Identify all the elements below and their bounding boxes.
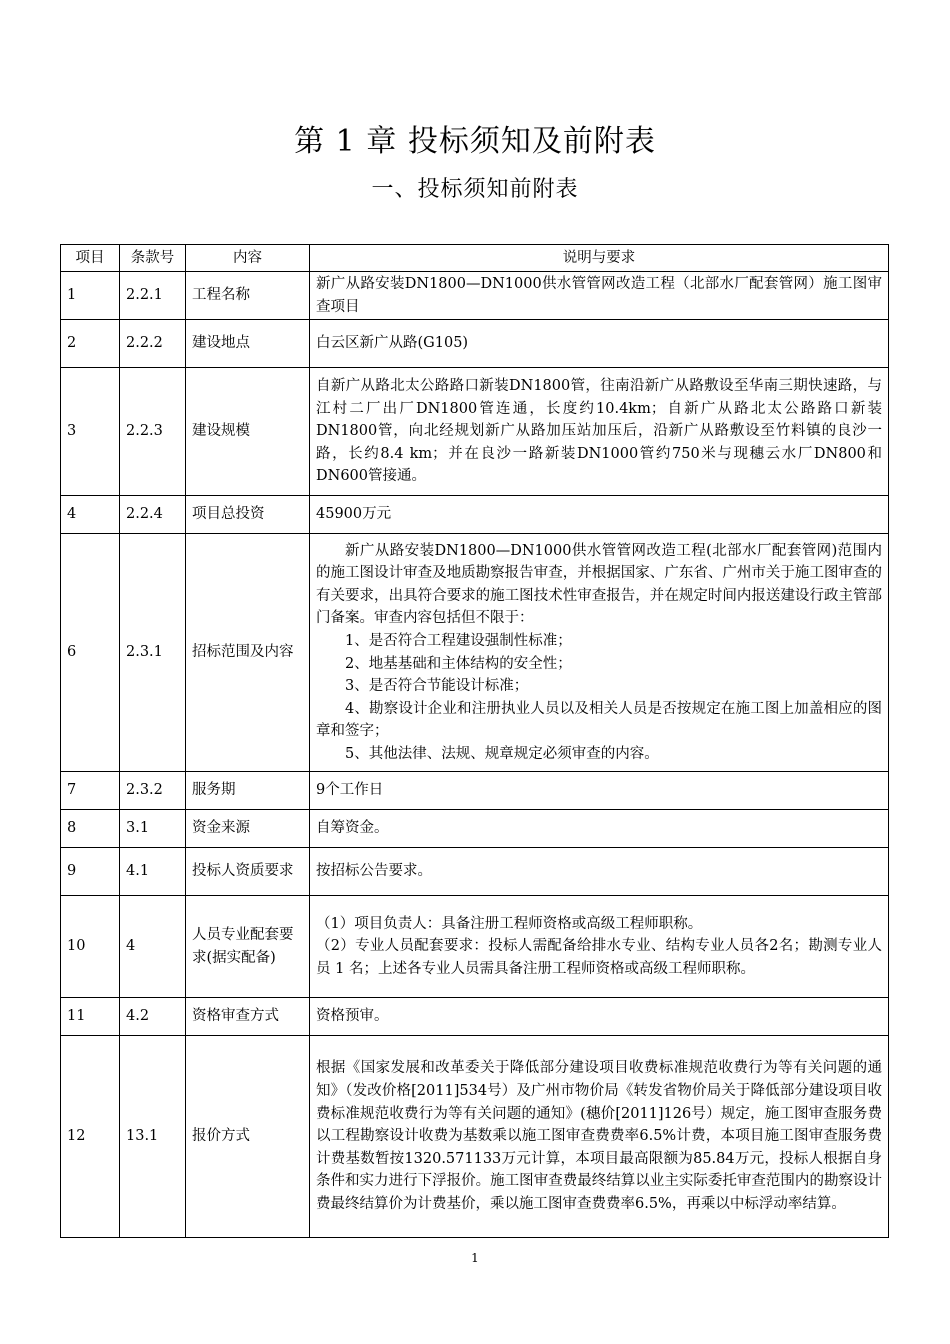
row-content: 资格预审。 <box>310 998 889 1036</box>
row-item: 报价方式 <box>186 1036 310 1238</box>
row-clause: 2.2.2 <box>120 320 186 368</box>
scope-intro: 新广从路安装DN1800—DN1000供水管管网改造工程(北部水厂配套管网)范围内的施工图设计审查及地质勘察报告审查，并根据国家、广东省、广州市关于施工图审查的有关要求，出具符合要求的施工图技术性审查报告，并在规定时间内报送建设行政主管部门备案。审查内容包括但不限于： <box>316 542 882 627</box>
header-content: 说明与要求 <box>310 245 889 272</box>
row-item: 招标范围及内容 <box>186 534 310 772</box>
row-item: 投标人资质要求 <box>186 848 310 896</box>
row-no: 1 <box>61 272 120 320</box>
row-item: 人员专业配套要求(据实配备) <box>186 896 310 998</box>
table-row <box>61 320 889 368</box>
row-no: 7 <box>61 772 120 810</box>
scope-item: 1、是否符合工程建设强制性标准； <box>345 632 572 649</box>
row-clause: 2.2.1 <box>120 272 186 320</box>
row-no: 9 <box>61 848 120 896</box>
row-content: 9个工作日 <box>310 772 889 810</box>
row-content <box>310 534 889 772</box>
row-content <box>310 896 889 998</box>
table-row <box>61 368 889 496</box>
row-item: 资格审查方式 <box>186 998 310 1036</box>
row-item: 建设地点 <box>186 320 310 368</box>
row-clause: 2.2.4 <box>120 496 186 534</box>
table-header-row <box>61 245 889 272</box>
header-no: 项目 <box>61 245 120 272</box>
table-row <box>61 772 889 810</box>
row-clause: 4 <box>120 896 186 998</box>
table-row <box>61 1036 889 1238</box>
scope-item: 3、是否符合节能设计标准； <box>345 678 529 695</box>
row-no: 10 <box>61 896 120 998</box>
header-clause: 条款号 <box>120 245 186 272</box>
scope-item: 5、其他法律、法规、规章规定必须审查的内容。 <box>345 745 659 762</box>
table-row <box>61 848 889 896</box>
table-row <box>61 534 889 772</box>
row-content: 45900万元 <box>310 496 889 534</box>
row-no: 8 <box>61 810 120 848</box>
row-clause: 3.1 <box>120 810 186 848</box>
row-no: 6 <box>61 534 120 772</box>
table-row <box>61 272 889 320</box>
section-title: 一、投标须知前附表 <box>371 177 579 202</box>
row-content: 自筹资金。 <box>310 810 889 848</box>
row-content: 根据《国家发展和改革委关于降低部分建设项目收费标准规范收费行为等有关问题的通知》（发改价格[2011]534号）及广州市物价局《转发省物价局关于降低部分建设项目收费标准规范收费行为等有关问题的通知》(穗价[2011]126号）规定，施工图审查服务费以工程勘察设计收费为基数乘以施工图审查费费率6.5%计费，本项目施工图审查服务费计费基数暂按1320.571133万元计算，本项目最高限额为85.84万元，投标人根据自身条件和实力进行下浮报价。施工图审查费最终结算以业主实际委托审查范围内的勘察设计费最终结算价为计费基价，乘以施工图审查费费率6.5%，再乘以中标浮动率结算。 <box>310 1036 889 1238</box>
staffing-item: （2）专业人员配套要求：投标人需配备给排水专业、结构专业人员各2名；勘测专业人员 1 名；上述各专业人员需具备注册工程师资格或高级工程师职称。 <box>316 938 882 977</box>
row-no: 11 <box>61 998 120 1036</box>
row-item: 服务期 <box>186 772 310 810</box>
row-item: 资金来源 <box>186 810 310 848</box>
row-clause: 4.2 <box>120 998 186 1036</box>
row-item: 建设规模 <box>186 368 310 496</box>
row-clause: 2.3.1 <box>120 534 186 772</box>
scope-item: 2、地基基础和主体结构的安全性； <box>345 655 572 672</box>
row-no: 2 <box>61 320 120 368</box>
table-row <box>61 896 889 998</box>
row-content: 白云区新广从路(G105) <box>310 320 889 368</box>
row-clause: 4.1 <box>120 848 186 896</box>
row-no: 12 <box>61 1036 120 1238</box>
row-clause: 13.1 <box>120 1036 186 1238</box>
row-item: 工程名称 <box>186 272 310 320</box>
scope-item: 4、勘察设计企业和注册执业人员以及相关人员是否按规定在施工图上加盖相应的图章和签字； <box>316 700 882 740</box>
staffing-item: （1）项目负责人：具备注册工程师资格或高级工程师职称。 <box>316 915 703 932</box>
row-no: 3 <box>61 368 120 496</box>
row-no: 4 <box>61 496 120 534</box>
row-content: 按招标公告要求。 <box>310 848 889 896</box>
chapter-title: 第 1 章 投标须知及前附表 <box>294 124 656 159</box>
table-row <box>61 998 889 1036</box>
row-clause: 2.3.2 <box>120 772 186 810</box>
table-row <box>61 810 889 848</box>
table-row <box>61 496 889 534</box>
row-content: 自新广从路北太公路路口新装DN1800管，往南沿新广从路敷设至华南三期快速路，与江村二厂出厂DN1800管连通，长度约10.4km；自新广从路北太公路路口新装DN1800管，向北经规划新广从路加压站加压后，沿新广从路敷设至竹料镇的良沙一路，长约8.4 km；并在良沙一路新装DN1000管约750米与现穗云水厂DN800和DN600管接通。 <box>310 368 889 496</box>
page-number: 1 <box>471 1251 479 1265</box>
bid-front-table <box>60 244 889 1238</box>
header-item: 内容 <box>186 245 310 272</box>
row-content: 新广从路安装DN1800—DN1000供水管管网改造工程（北部水厂配套管网）施工图审查项目 <box>310 272 889 320</box>
row-clause: 2.2.3 <box>120 368 186 496</box>
row-item: 项目总投资 <box>186 496 310 534</box>
